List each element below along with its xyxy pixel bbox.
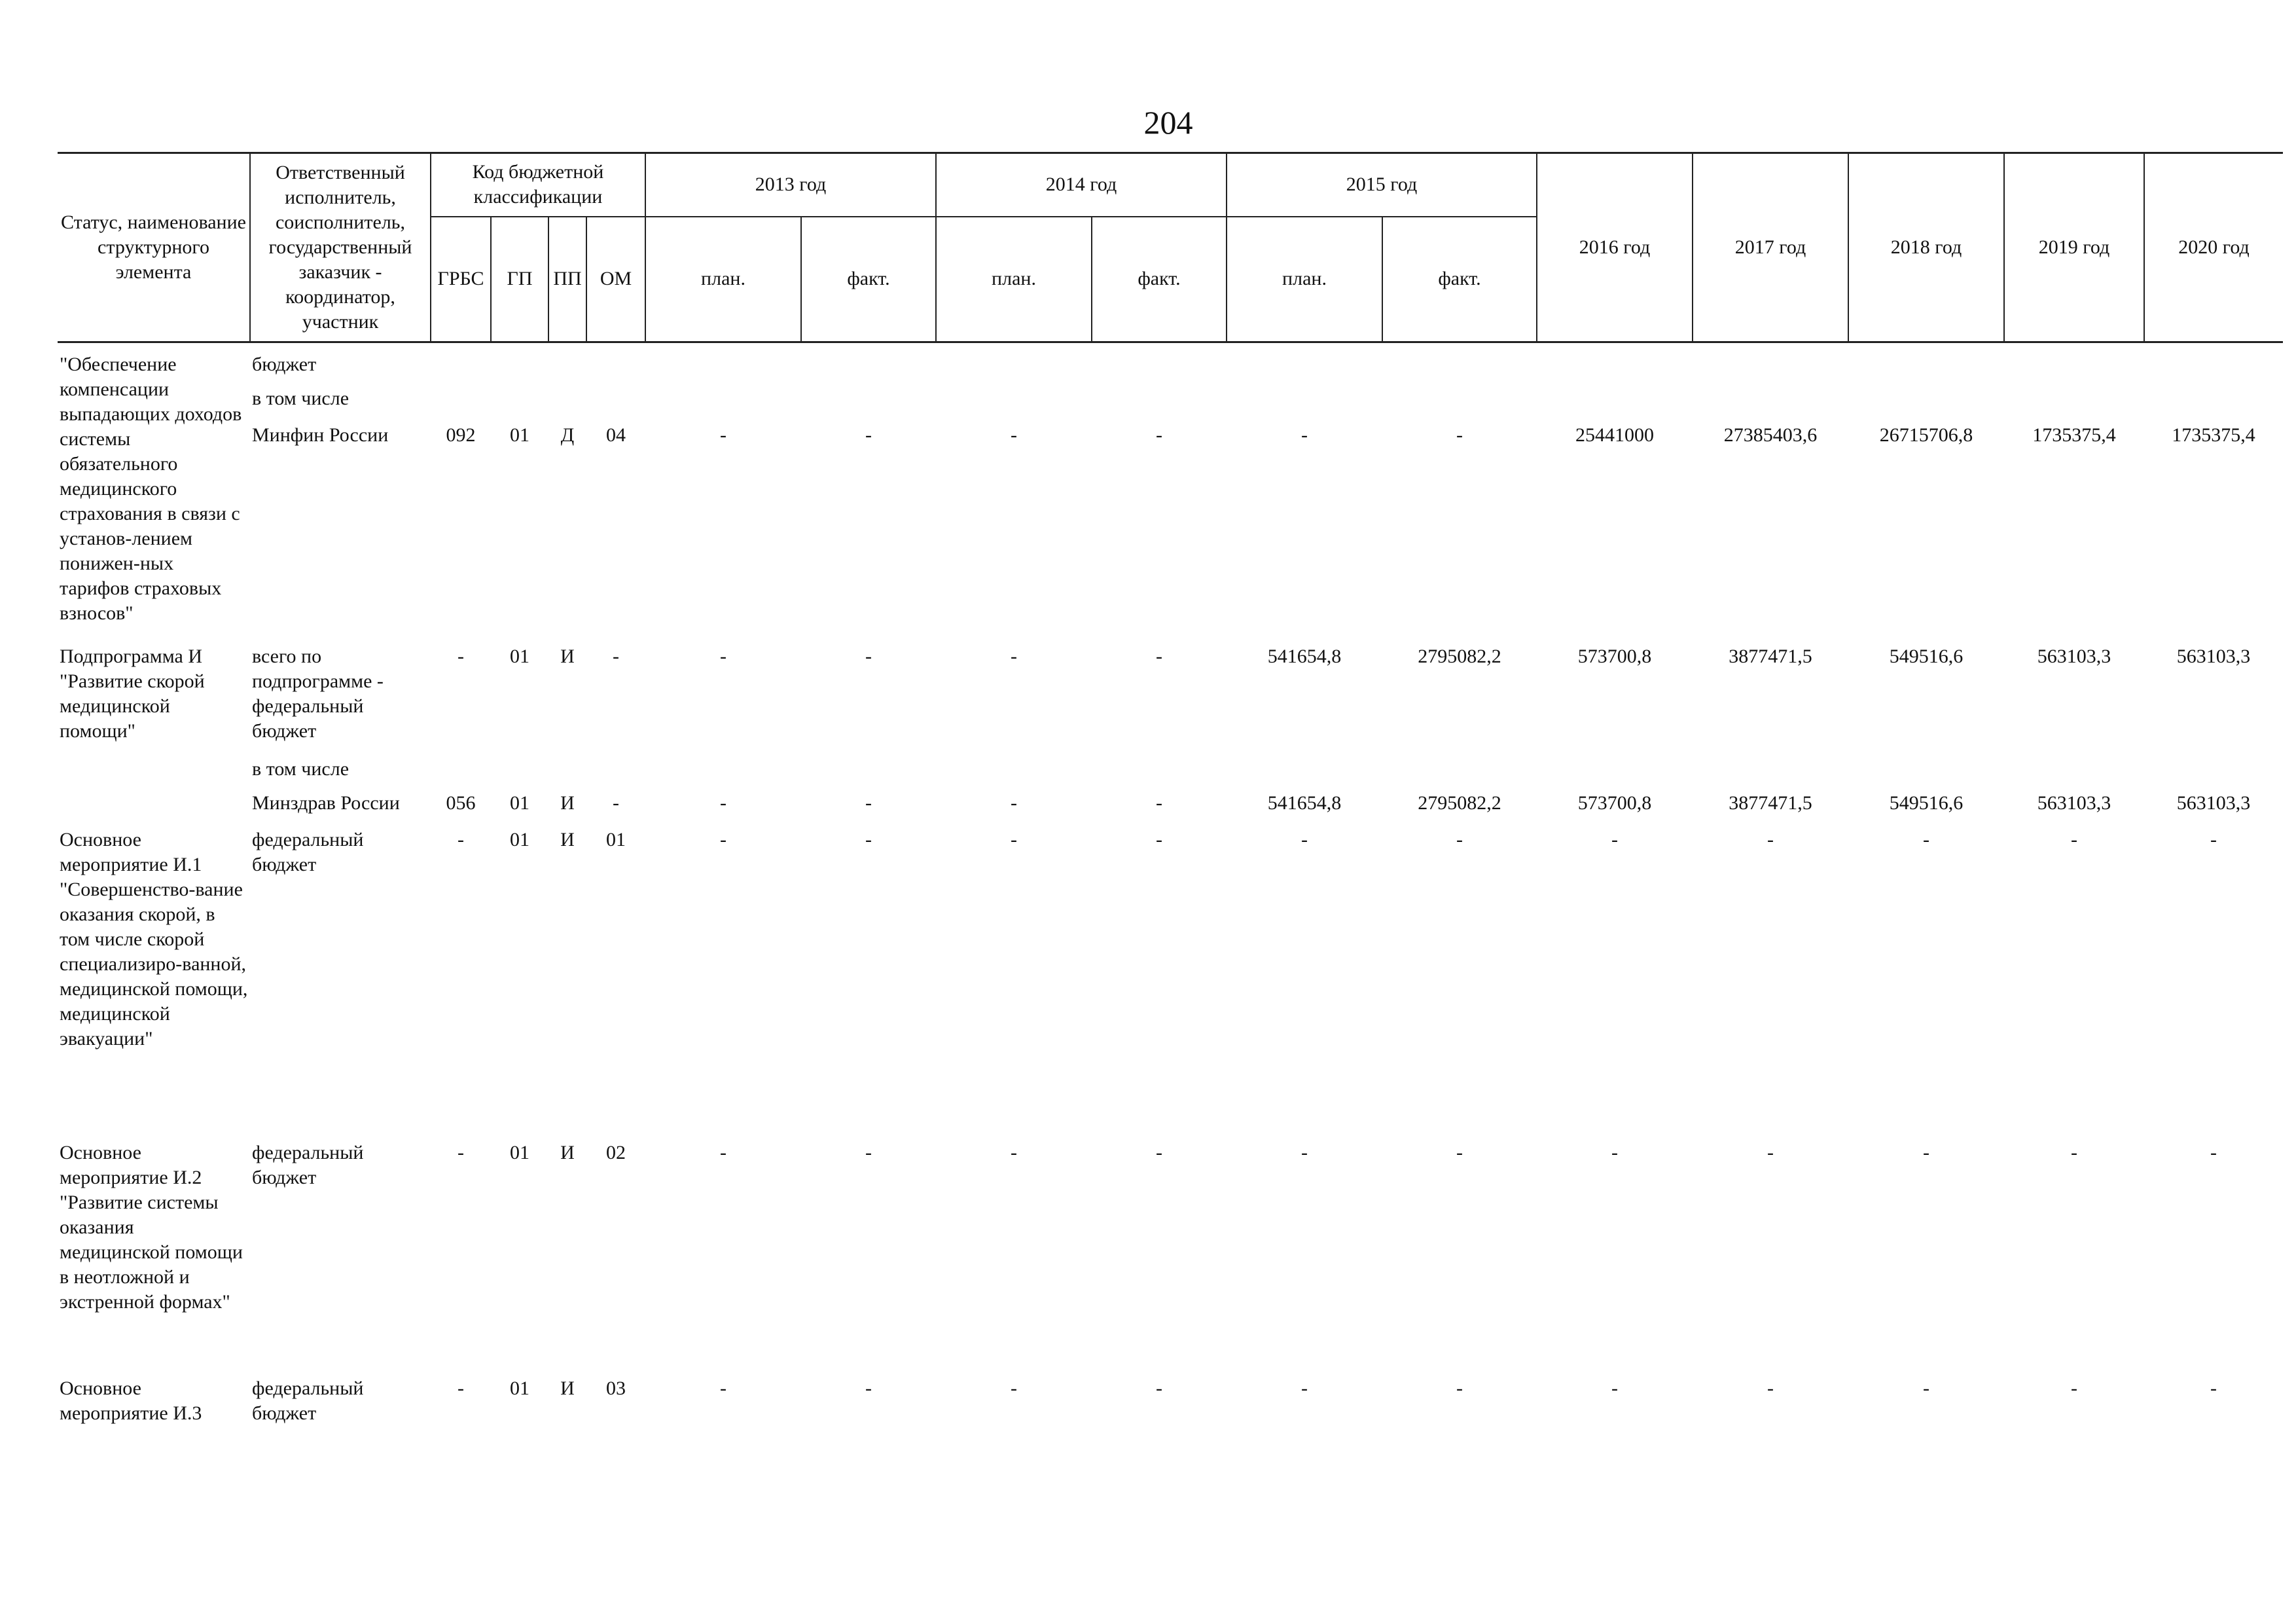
value-cell: - [1301,424,1308,446]
code-cell: 04 [606,424,626,446]
value-cell: - [1156,424,1162,446]
value-cell [1227,386,1382,423]
value-cell: - [1456,424,1463,446]
row-executor: всего по подпрограмме - федеральный бюджет [252,646,384,742]
code-cell [491,386,548,423]
header-year-2014: 2014 год [936,153,1227,217]
table-row [58,828,2283,1140]
value-cell: - [2210,1377,2217,1399]
value-cell: - [1301,829,1308,850]
table-row [58,644,2283,757]
code-cell [491,352,548,386]
value-cell: - [865,646,872,667]
value-cell [1693,386,1848,423]
value-cell [1848,757,2004,791]
value-cell: 3877471,5 [1729,792,1812,814]
code-cell: 01 [510,646,529,667]
value-cell: - [1456,1377,1463,1399]
value-cell [801,352,936,386]
code-cell [548,386,586,423]
code-cell: И [560,646,575,667]
row-executor: федеральный бюджет [252,1377,364,1424]
row-name: Основное мероприятие И.1 "Совершенство-вание оказания скорой, в том числе скорой специализиро-ванной, медицинской помощи, медицинской эвакуации" [60,829,248,1049]
page-number: 204 [1143,104,1193,141]
code-cell: 01 [510,792,529,814]
code-cell: - [457,1142,464,1163]
table-body [58,342,2283,1429]
code-cell: - [457,646,464,667]
value-cell: - [1923,1377,1929,1399]
value-cell: - [2210,1142,2217,1163]
value-cell: 563103,3 [2176,646,2251,667]
code-cell: 03 [606,1377,626,1399]
value-cell: - [2071,1377,2077,1399]
code-cell: - [457,1377,464,1399]
table-row [58,791,2283,828]
value-cell: 1735375,4 [2172,424,2255,446]
value-cell [936,352,1092,386]
table-row [58,386,2283,423]
value-cell: - [2071,829,2077,850]
value-cell [2144,386,2283,423]
value-cell: - [1767,1142,1774,1163]
header-code-group: Код бюджетной классификации [431,153,645,217]
row-executor: федеральный бюджет [252,829,364,875]
code-cell: 01 [510,1142,529,1163]
value-cell: 1735375,4 [2032,424,2116,446]
code-cell: 02 [606,1142,626,1163]
table-row [58,1140,2283,1376]
code-cell [586,757,645,791]
value-cell: 549516,6 [1889,646,1964,667]
row-executor: в том числе [252,758,350,780]
value-cell: - [1923,829,1929,850]
value-cell [1537,352,1693,386]
header-year-2020: 2020 год [2144,153,2283,342]
header-year-2016: 2016 год [1537,153,1693,342]
value-cell: 563103,3 [2037,792,2111,814]
value-cell [2144,352,2283,386]
value-cell: - [1301,1377,1308,1399]
value-cell: 563103,3 [2037,646,2111,667]
value-cell: - [720,829,726,850]
value-cell [801,386,936,423]
value-cell: 25441000 [1575,424,1654,446]
value-cell: - [1923,1142,1929,1163]
code-cell: 056 [446,792,476,814]
value-cell: - [720,646,726,667]
value-cell: - [1156,1142,1162,1163]
code-cell [431,386,491,423]
value-cell: 541654,8 [1267,792,1342,814]
header-year-2013: 2013 год [645,153,936,217]
header-executor: Ответственный исполнитель, соисполнитель, государственный заказчик - координатор, участник [250,153,431,342]
value-cell [1848,386,2004,423]
row-name: Основное мероприятие И.2 "Развитие системы оказания медицинской помощи в неотложной и экстренной формах" [60,1142,243,1313]
value-cell: - [1011,792,1017,814]
code-cell: 01 [510,1377,529,1399]
value-cell: 2795082,2 [1418,646,1501,667]
value-cell [936,386,1092,423]
header-year-2019: 2019 год [2004,153,2144,342]
value-cell [1382,757,1537,791]
value-cell [1382,386,1537,423]
row-name: Основное мероприятие И.3 [60,1377,202,1424]
code-cell: И [560,1142,575,1163]
value-cell: - [1456,1142,1463,1163]
row-executor: федеральный бюджет [252,1142,364,1188]
value-cell [2144,757,2283,791]
value-cell: 26715706,8 [1879,424,1973,446]
value-cell [1382,352,1537,386]
value-cell: 541654,8 [1267,646,1342,667]
code-cell [491,757,548,791]
value-cell: - [720,1142,726,1163]
value-cell: - [1767,1377,1774,1399]
value-cell: - [2071,1142,2077,1163]
code-cell: И [560,829,575,850]
value-cell: - [1011,829,1017,850]
header-code-pp: ПП [548,217,586,342]
value-cell: - [1301,1142,1308,1163]
value-cell: - [1611,1142,1618,1163]
value-cell [1227,757,1382,791]
header-year-2018: 2018 год [1848,153,2004,342]
code-cell [548,352,586,386]
code-cell [431,352,491,386]
header-code-om: ОМ [586,217,645,342]
value-cell: - [1611,829,1618,850]
value-cell: 27385403,6 [1723,424,1818,446]
value-cell: - [1156,829,1162,850]
table-row [58,757,2283,791]
value-cell [1227,352,1382,386]
code-cell [548,757,586,791]
table-row [58,352,2283,386]
table-row [58,423,2283,644]
value-cell [2004,757,2144,791]
row-name [58,791,250,828]
value-cell: 2795082,2 [1418,792,1501,814]
header-year-2017: 2017 год [1693,153,1848,342]
value-cell: - [1456,829,1463,850]
value-cell [645,352,801,386]
header-plan: план. [1227,217,1382,342]
code-cell: И [560,1377,575,1399]
value-cell: - [865,1377,872,1399]
value-cell: 573700,8 [1577,646,1652,667]
value-cell: - [865,792,872,814]
value-cell [1848,352,2004,386]
value-cell: - [1156,792,1162,814]
code-cell: И [560,792,575,814]
value-cell [1537,386,1693,423]
value-cell [2004,352,2144,386]
value-cell: 563103,3 [2176,792,2251,814]
code-cell: 01 [510,829,529,850]
row-executor: Минздрав России [252,792,400,814]
value-cell: - [1011,424,1017,446]
value-cell: - [1011,646,1017,667]
value-cell: - [1011,1377,1017,1399]
value-cell: - [1011,1142,1017,1163]
header-fact: факт. [801,217,936,342]
value-cell: - [1156,1377,1162,1399]
value-cell [801,757,936,791]
value-cell: - [1767,829,1774,850]
row-executor: в том числе [252,388,350,409]
value-cell: - [1156,646,1162,667]
header-code-gp: ГП [491,217,548,342]
code-cell [586,352,645,386]
budget-table [58,152,2283,1429]
value-cell: - [720,792,726,814]
row-executor: Минфин России [252,424,389,446]
header-code-grbs: ГРБС [431,217,491,342]
value-cell: 549516,6 [1889,792,1964,814]
value-cell: 573700,8 [1577,792,1652,814]
value-cell: - [865,829,872,850]
value-cell [645,757,801,791]
value-cell [936,757,1092,791]
value-cell: 3877471,5 [1729,646,1812,667]
code-cell: 092 [446,424,476,446]
header-plan: план. [936,217,1092,342]
value-cell [1693,352,1848,386]
row-executor: бюджет [252,354,317,375]
value-cell: - [865,424,872,446]
value-cell [1693,757,1848,791]
value-cell [1092,352,1227,386]
code-cell: - [457,829,464,850]
code-cell: 01 [606,829,626,850]
code-cell [586,386,645,423]
row-name: Подпрограмма И "Развитие скорой медицинской помощи" [60,646,205,742]
value-cell: - [720,424,726,446]
value-cell [1537,757,1693,791]
value-cell: - [1611,1377,1618,1399]
value-cell: - [720,1377,726,1399]
code-cell [431,757,491,791]
row-name: "Обеспечение компенсации выпадающих доходов системы обязательного медицинского страхования в связи с установ-лением понижен-ных тарифов страховых взносов" [60,354,242,624]
header-plan: план. [645,217,801,342]
code-cell: - [613,646,619,667]
header-fact: факт. [1382,217,1537,342]
value-cell: - [2210,829,2217,850]
header-status: Статус, наименование структурного элемента [58,153,250,342]
value-cell [2004,386,2144,423]
value-cell: - [865,1142,872,1163]
value-cell [1092,757,1227,791]
code-cell: Д [560,424,575,446]
header-year-2015: 2015 год [1227,153,1537,217]
table-row [58,1376,2283,1429]
code-cell: - [613,792,619,814]
value-cell [645,386,801,423]
header-fact: факт. [1092,217,1227,342]
value-cell [1092,386,1227,423]
code-cell: 01 [510,424,529,446]
